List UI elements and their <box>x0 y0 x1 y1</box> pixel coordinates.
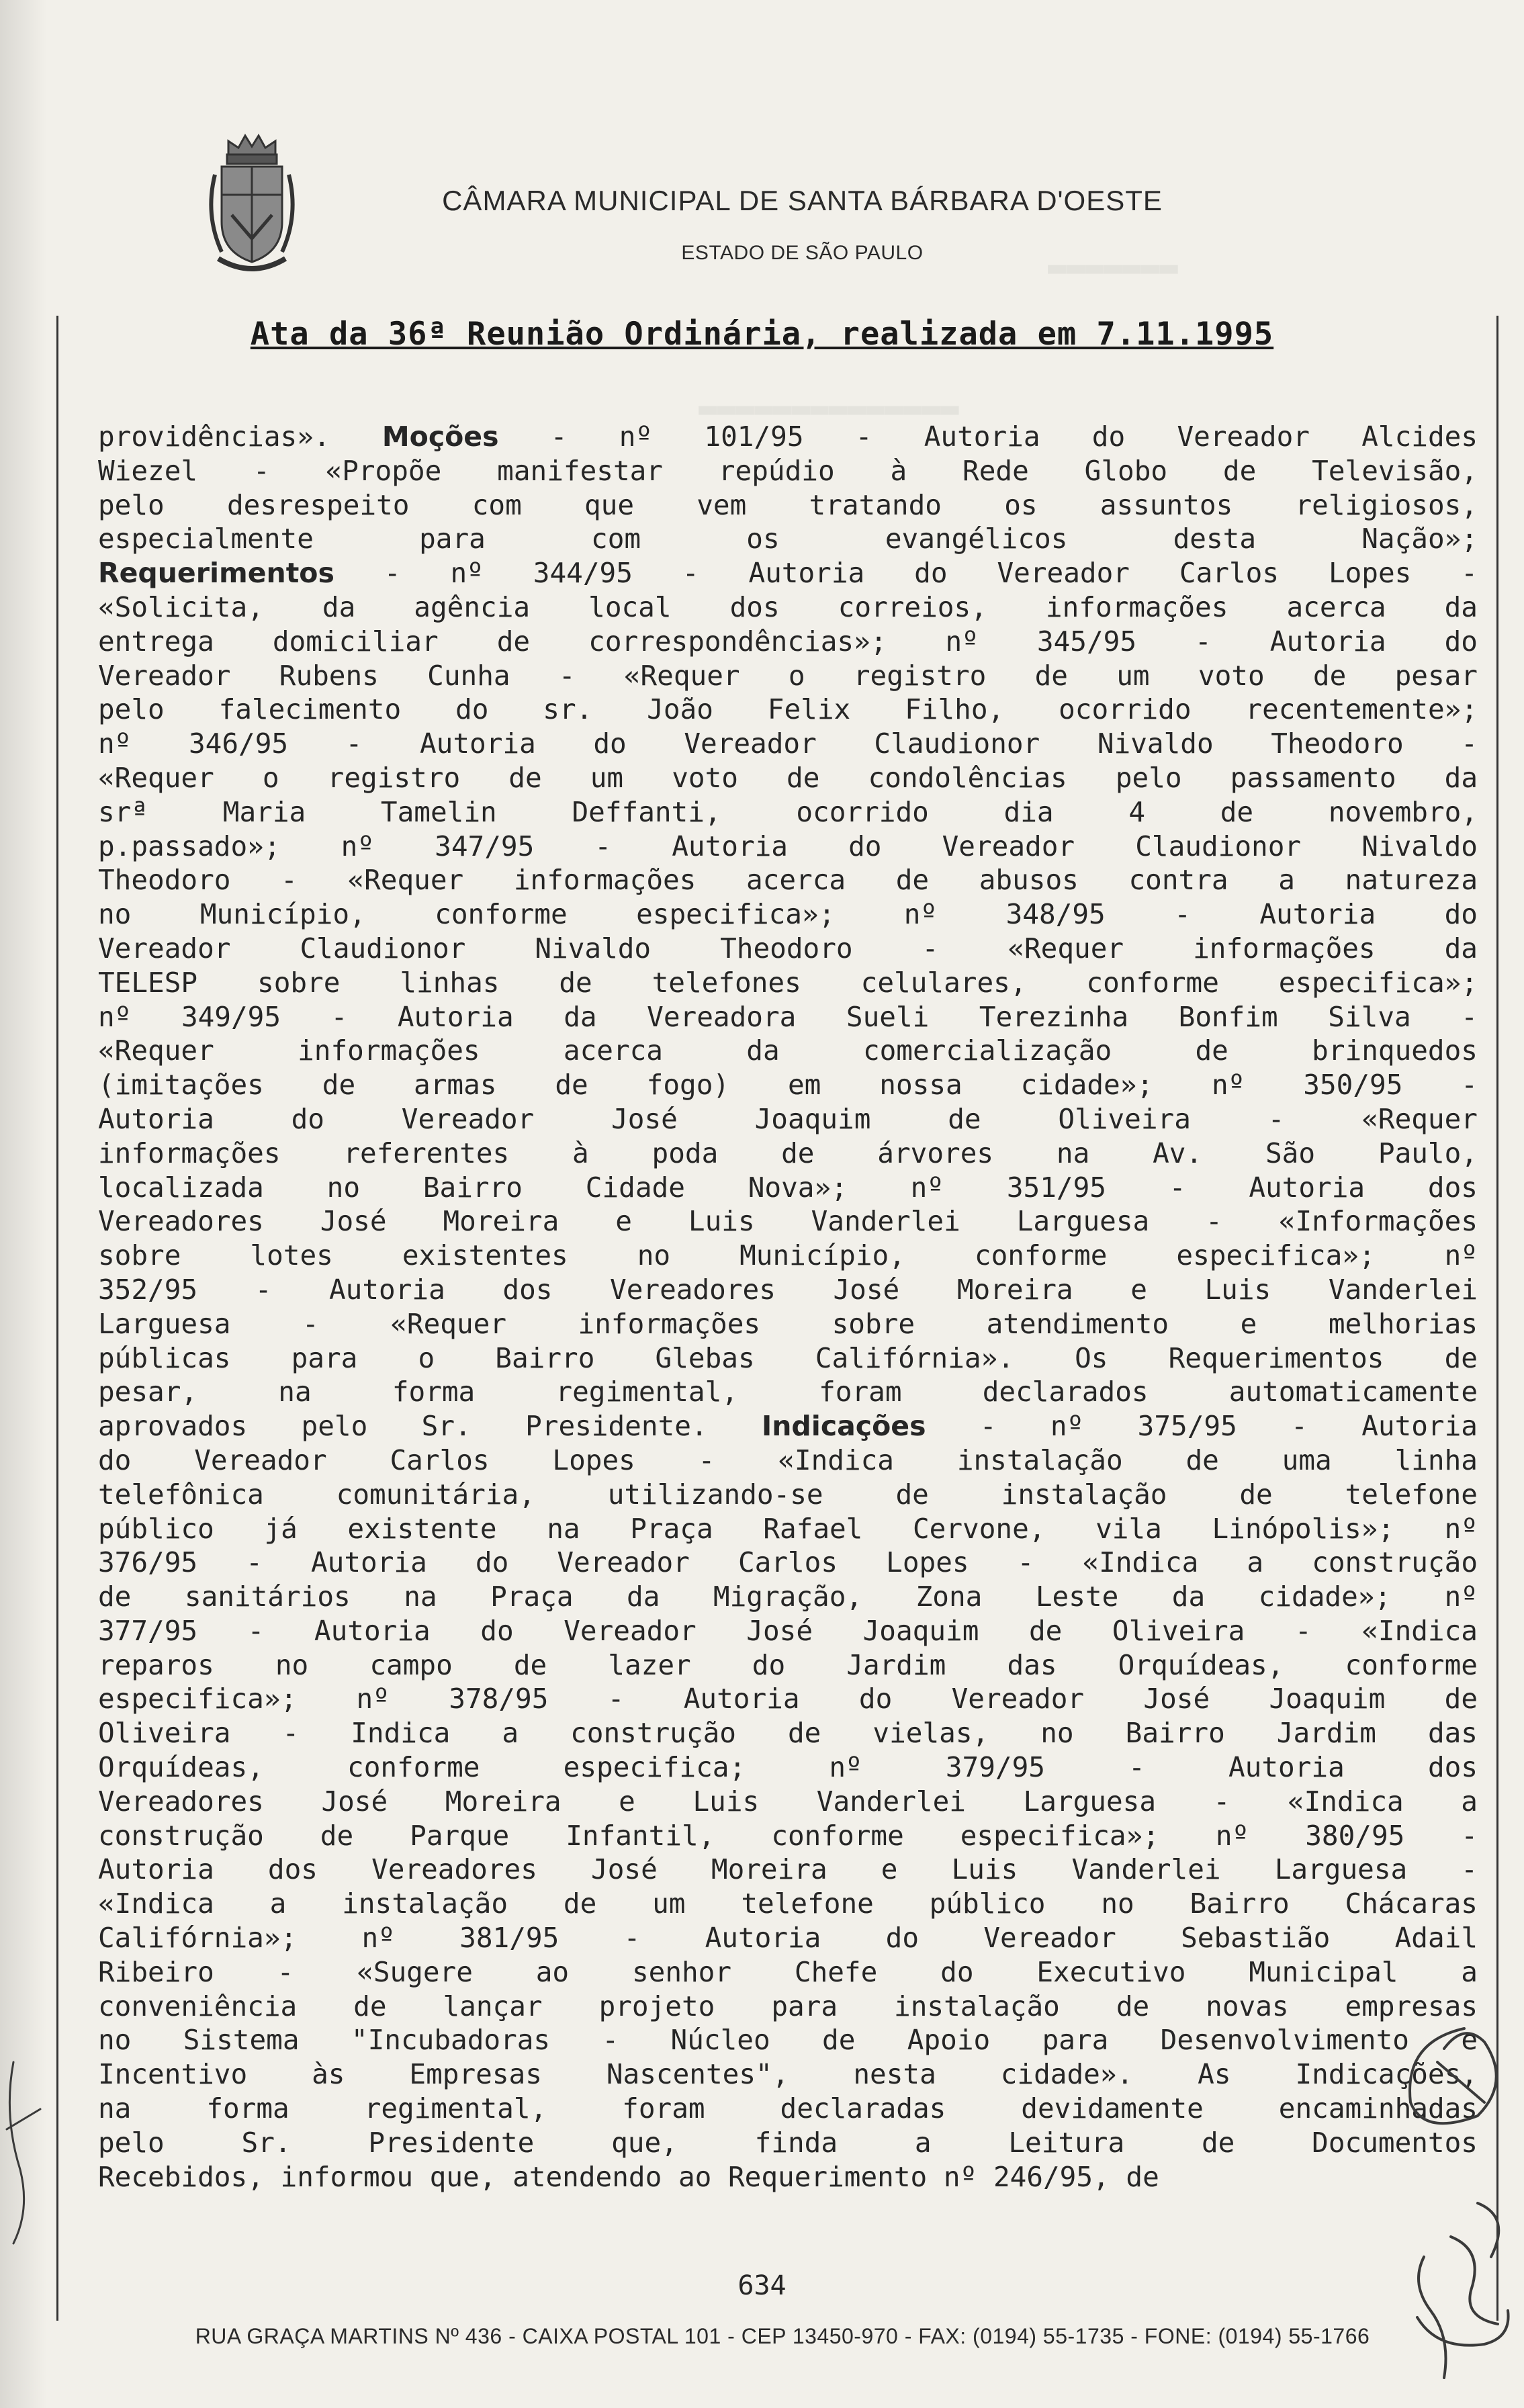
text-segment: especialmente para com os evangélicos desta Nação»; <box>98 523 1478 555</box>
text-segment: Autoria dos Vereadores José Moreira e Luis Vanderlei Larguesa - <box>98 1853 1478 1886</box>
text-line <box>98 522 1478 556</box>
text-line <box>98 1171 1478 1205</box>
text-segment: sobre lotes existentes no Município, conforme especifica»; nº <box>98 1239 1478 1272</box>
text-segment: conveniência de lançar projeto para instalação de novas empresas <box>98 1990 1478 2022</box>
text-line <box>98 1750 1478 1785</box>
text-line <box>98 1614 1478 1648</box>
text-segment: especifica»; nº 378/95 - Autoria do Vereador José Joaquim de <box>98 1683 1478 1715</box>
left-margin-rule <box>56 316 58 2321</box>
text-segment: 377/95 - Autoria do Vereador José Joaquim de Oliveira - «Indica <box>98 1614 1478 1647</box>
text-line <box>98 830 1478 864</box>
text-segment: 352/95 - Autoria dos Vereadores José Moreira e Luis Vanderlei <box>98 1273 1478 1306</box>
text-segment: Wiezel - «Propõe manifestar repúdio à Rede Globo de Televisão, <box>98 454 1478 487</box>
section-heading: Moções <box>382 420 499 453</box>
text-segment: nº 349/95 - Autoria da Vereadora Sueli Terezinha Bonfim Silva - <box>98 1000 1478 1033</box>
text-segment: construção de Parque Infantil, conforme especifica»; nº 380/95 - <box>98 1819 1478 1852</box>
text-line <box>98 1000 1478 1034</box>
text-segment: na forma regimental, foram declaradas devidamente encaminhadas <box>98 2092 1478 2125</box>
text-line <box>98 556 1478 590</box>
text-line <box>98 590 1478 625</box>
text-line <box>98 863 1478 897</box>
text-segment: providências». <box>98 420 382 453</box>
text-segment: «Requer informações acerca da comercialização de brinquedos <box>98 1034 1478 1067</box>
text-segment: Ribeiro - «Sugere ao senhor Chefe do Executivo Municipal a <box>98 1955 1478 1988</box>
text-line <box>98 1409 1478 1443</box>
text-line <box>98 625 1478 659</box>
minutes-body <box>98 420 1478 2194</box>
text-segment: no Sistema "Incubadoras - Núcleo de Apoio para Desenvolvimento e <box>98 2024 1478 2057</box>
text-segment: pesar, na forma regimental, foram declarados automaticamente <box>98 1376 1478 1409</box>
text-line <box>98 2126 1478 2160</box>
scan-edge-shadow <box>0 0 47 2408</box>
text-segment: pelo desrespeito com que vem tratando os assuntos religiosos, <box>98 488 1478 521</box>
text-segment: Vereadores José Moreira e Luis Vanderlei Larguesa - «Informações <box>98 1205 1478 1238</box>
page-number: 634 <box>737 2270 787 2301</box>
text-line <box>98 1341 1478 1376</box>
bleed-through: ▬▬▬▬▬▬▬ <box>1048 249 1178 285</box>
text-segment: srª Maria Tamelin Deffanti, ocorrido dia 4 de novembro, <box>98 795 1478 828</box>
text-line <box>98 1921 1478 1955</box>
text-line <box>98 420 1478 454</box>
text-line <box>98 2160 1478 2194</box>
text-line <box>98 1546 1478 1580</box>
text-line <box>98 1955 1478 1990</box>
text-segment: pelo Sr. Presidente que, finda a Leitura de Documentos <box>98 2126 1478 2159</box>
text-line <box>98 1853 1478 1887</box>
text-line <box>98 932 1478 966</box>
text-line <box>98 1068 1478 1102</box>
text-segment: - nº 101/95 - Autoria do Vereador Alcides <box>498 420 1478 453</box>
text-line <box>98 966 1478 1000</box>
text-segment: Incentivo às Empresas Nascentes", nesta cidade». As Indicações, <box>98 2058 1478 2091</box>
bleed-through: ▬▬▬▬▬▬▬▬▬▬▬▬▬▬ <box>699 390 959 426</box>
text-line <box>98 1136 1478 1171</box>
text-line <box>98 1716 1478 1750</box>
text-segment: Vereador Rubens Cunha - «Requer o registro de um voto de pesar <box>98 659 1478 692</box>
text-segment: telefônica comunitária, utilizando-se de instalação de telefone <box>98 1478 1478 1511</box>
handwritten-signature <box>1384 2002 1518 2405</box>
text-segment: entrega domiciliar de correspondências»; nº 345/95 - Autoria do <box>98 625 1478 658</box>
text-line <box>98 1785 1478 1819</box>
text-line <box>98 693 1478 727</box>
text-segment: Vereador Claudionor Nivaldo Theodoro - «Requer informações da <box>98 932 1478 965</box>
text-segment: «Indica a instalação de um telefone público no Bairro Chácaras <box>98 1887 1478 1920</box>
text-line <box>98 1102 1478 1136</box>
section-heading: Indicações <box>761 1410 926 1443</box>
text-line <box>98 1887 1478 1921</box>
text-segment: pelo falecimento do sr. João Felix Filho, ocorrido recentemente»; <box>98 693 1478 726</box>
institution-title: CÂMARA MUNICIPAL DE SANTA BÁRBARA D'OESTE <box>442 185 1163 216</box>
text-line <box>98 761 1478 795</box>
section-heading: Requerimentos <box>98 557 334 590</box>
text-segment: - nº 375/95 - Autoria <box>926 1410 1478 1443</box>
text-segment: público já existente na Praça Rafael Cervone, vila Linópolis»; nº <box>98 1512 1478 1545</box>
text-line <box>98 1478 1478 1512</box>
text-line <box>98 1819 1478 1853</box>
text-segment: nº 346/95 - Autoria do Vereador Claudionor Nivaldo Theodoro - <box>98 727 1478 760</box>
text-segment: reparos no campo de lazer do Jardim das Orquídeas, conforme <box>98 1648 1478 1681</box>
text-line <box>98 1034 1478 1068</box>
text-line <box>98 727 1478 761</box>
text-line <box>98 1648 1478 1683</box>
text-segment: de sanitários na Praça da Migração, Zona Leste da cidade»; nº <box>98 1580 1478 1613</box>
text-segment: informações referentes à poda de árvores na Av. São Paulo, <box>98 1136 1478 1169</box>
text-segment: Califórnia»; nº 381/95 - Autoria do Vereador Sebastião Adail <box>98 1922 1478 1955</box>
text-line <box>98 659 1478 693</box>
text-segment: Vereadores José Moreira e Luis Vanderlei Larguesa - «Indica a <box>98 1785 1478 1818</box>
address-footer: RUA GRAÇA MARTINS Nº 436 - CAIXA POSTAL 101 - CEP 13450-970 - FAX: (0194) 55-1735 - FONE: (0194) 55-1766 <box>195 2324 1370 2348</box>
text-line <box>98 2023 1478 2057</box>
text-segment: localizada no Bairro Cidade Nova»; nº 351/95 - Autoria dos <box>98 1171 1478 1204</box>
text-segment: Theodoro - «Requer informações acerca de abusos contra a natureza <box>98 864 1478 897</box>
text-line <box>98 2092 1478 2126</box>
text-line <box>98 1512 1478 1546</box>
text-segment: Larguesa - «Requer informações sobre atendimento e melhorias <box>98 1307 1478 1340</box>
text-line <box>98 1443 1478 1478</box>
text-line <box>98 2057 1478 2092</box>
text-segment: públicas para o Bairro Glebas Califórnia». Os Requerimentos de <box>98 1341 1478 1374</box>
text-segment: no Município, conforme especifica»; nº 348/95 - Autoria do <box>98 898 1478 931</box>
text-segment: «Requer o registro de um voto de condolências pelo passamento da <box>98 761 1478 794</box>
text-line <box>98 1239 1478 1273</box>
text-segment: (imitações de armas de fogo) em nossa cidade»; nº 350/95 - <box>98 1069 1478 1102</box>
text-line <box>98 1580 1478 1614</box>
text-segment: do Vereador Carlos Lopes - «Indica instalação de uma linha <box>98 1443 1478 1476</box>
text-segment: «Solicita, da agência local dos correios, informações acerca da <box>98 590 1478 623</box>
text-line <box>98 1990 1478 2024</box>
text-line <box>98 795 1478 830</box>
margin-initials <box>0 2049 54 2250</box>
document-title: Ata da 36ª Reunião Ordinária, realizada em 7.11.1995 <box>250 316 1274 353</box>
text-segment: Orquídeas, conforme especifica; nº 379/95 - Autoria dos <box>98 1751 1478 1784</box>
text-segment: Oliveira - Indica a construção de vielas, no Bairro Jardim das <box>98 1717 1478 1750</box>
text-line <box>98 1307 1478 1341</box>
text-line <box>98 897 1478 932</box>
text-segment: p.passado»; nº 347/95 - Autoria do Vereador Claudionor Nivaldo <box>98 830 1478 862</box>
text-line <box>98 1273 1478 1307</box>
institution-subtitle: ESTADO DE SÃO PAULO <box>681 242 924 264</box>
text-segment: Recebidos, informou que, atendendo ao Requerimento nº 246/95, de <box>98 2160 1159 2193</box>
text-segment: TELESP sobre linhas de telefones celulares, conforme especifica»; <box>98 966 1478 999</box>
text-line <box>98 488 1478 523</box>
text-line <box>98 1375 1478 1409</box>
text-segment: 376/95 - Autoria do Vereador Carlos Lopes - «Indica a construção <box>98 1546 1478 1579</box>
text-line <box>98 1682 1478 1716</box>
text-line <box>98 1204 1478 1239</box>
text-segment: Autoria do Vereador José Joaquim de Oliveira - «Requer <box>98 1102 1478 1135</box>
text-line <box>98 454 1478 488</box>
text-segment: aprovados pelo Sr. Presidente. <box>98 1410 762 1443</box>
text-segment: - nº 344/95 - Autoria do Vereador Carlos Lopes - <box>334 557 1478 590</box>
